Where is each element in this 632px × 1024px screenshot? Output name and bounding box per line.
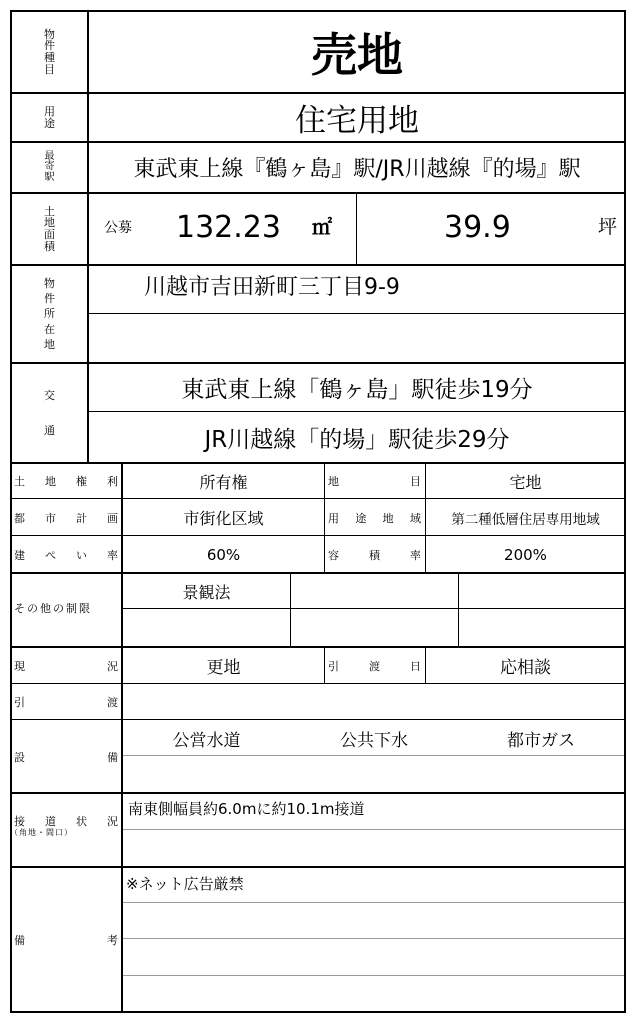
- value-traffic-1: 東武東上線「鶴ヶ島」駅徒歩19分: [181, 377, 533, 403]
- value-land-right: 所有権: [199, 472, 248, 492]
- facility-sewer: 公共下水: [340, 730, 408, 751]
- value-other-limits-1: 景観法: [182, 582, 231, 602]
- label-traffic: 交 通: [44, 388, 55, 437]
- label-type: 物 件 種 目: [44, 27, 55, 76]
- value-status: 更地: [206, 658, 241, 678]
- value-location: 川越市吉田新町三丁目9-9: [144, 275, 400, 300]
- facility-water: 公営水道: [172, 730, 241, 751]
- label-remarks: 備 考: [14, 933, 118, 947]
- label-road: 接 道 状 況: [14, 815, 118, 828]
- value-use: 住宅用地: [295, 103, 419, 139]
- label-facilities: 設 備: [14, 750, 118, 764]
- value-coverage: 60%: [206, 545, 241, 564]
- label-youto-chiiki: 用 途 地 域: [328, 511, 421, 525]
- value-type: 売地: [311, 28, 403, 82]
- label-other-limits: その他の制限: [14, 602, 92, 615]
- label-yoseki: 容 積 率: [328, 548, 421, 562]
- label-hikiwatashi-bi: 引 渡 日: [328, 659, 421, 673]
- value-remarks-1: ※ネット広告厳禁: [126, 875, 244, 893]
- area-sqm: 132.23: [176, 210, 281, 245]
- area-sqm-unit: ㎡: [312, 215, 332, 239]
- facility-gas: 都市ガス: [507, 730, 575, 751]
- label-handover: 引 渡: [14, 696, 118, 709]
- area-prefix: 公募: [104, 220, 132, 236]
- label-use: 用 途: [44, 104, 55, 130]
- value-yoseki: 200%: [504, 545, 547, 564]
- area-tsubo: 39.9: [444, 210, 511, 245]
- value-city-plan: 市街化区域: [183, 509, 264, 528]
- label-road-sub: （角地・間口）: [10, 828, 73, 837]
- value-chimoku: 宅地: [509, 472, 542, 492]
- label-coverage: 建 ぺ い 率: [14, 548, 118, 562]
- label-city-plan: 都 市 計 画: [14, 511, 118, 525]
- label-status: 現 況: [14, 659, 118, 673]
- label-location: 物 件 所 在 地: [44, 276, 55, 352]
- label-chimoku: 地 目: [328, 475, 421, 488]
- value-hikiwatashi-bi: 応相談: [500, 658, 551, 678]
- label-station: 最 寄 駅: [44, 150, 55, 183]
- area-tsubo-unit: 坪: [598, 216, 618, 238]
- label-land-right: 土 地 権 利: [14, 475, 118, 488]
- label-area: 土 地 面 積: [44, 204, 55, 253]
- value-station: 東武東上線『鶴ヶ島』駅/JR川越線『的場』駅: [133, 157, 581, 182]
- value-youto-chiiki: 第二種低層住居専用地域: [451, 511, 600, 528]
- value-road: 南東側幅員約6.0mに約10.1m接道: [128, 800, 365, 818]
- value-traffic-2: JR川越線「的場」駅徒歩29分: [204, 427, 510, 453]
